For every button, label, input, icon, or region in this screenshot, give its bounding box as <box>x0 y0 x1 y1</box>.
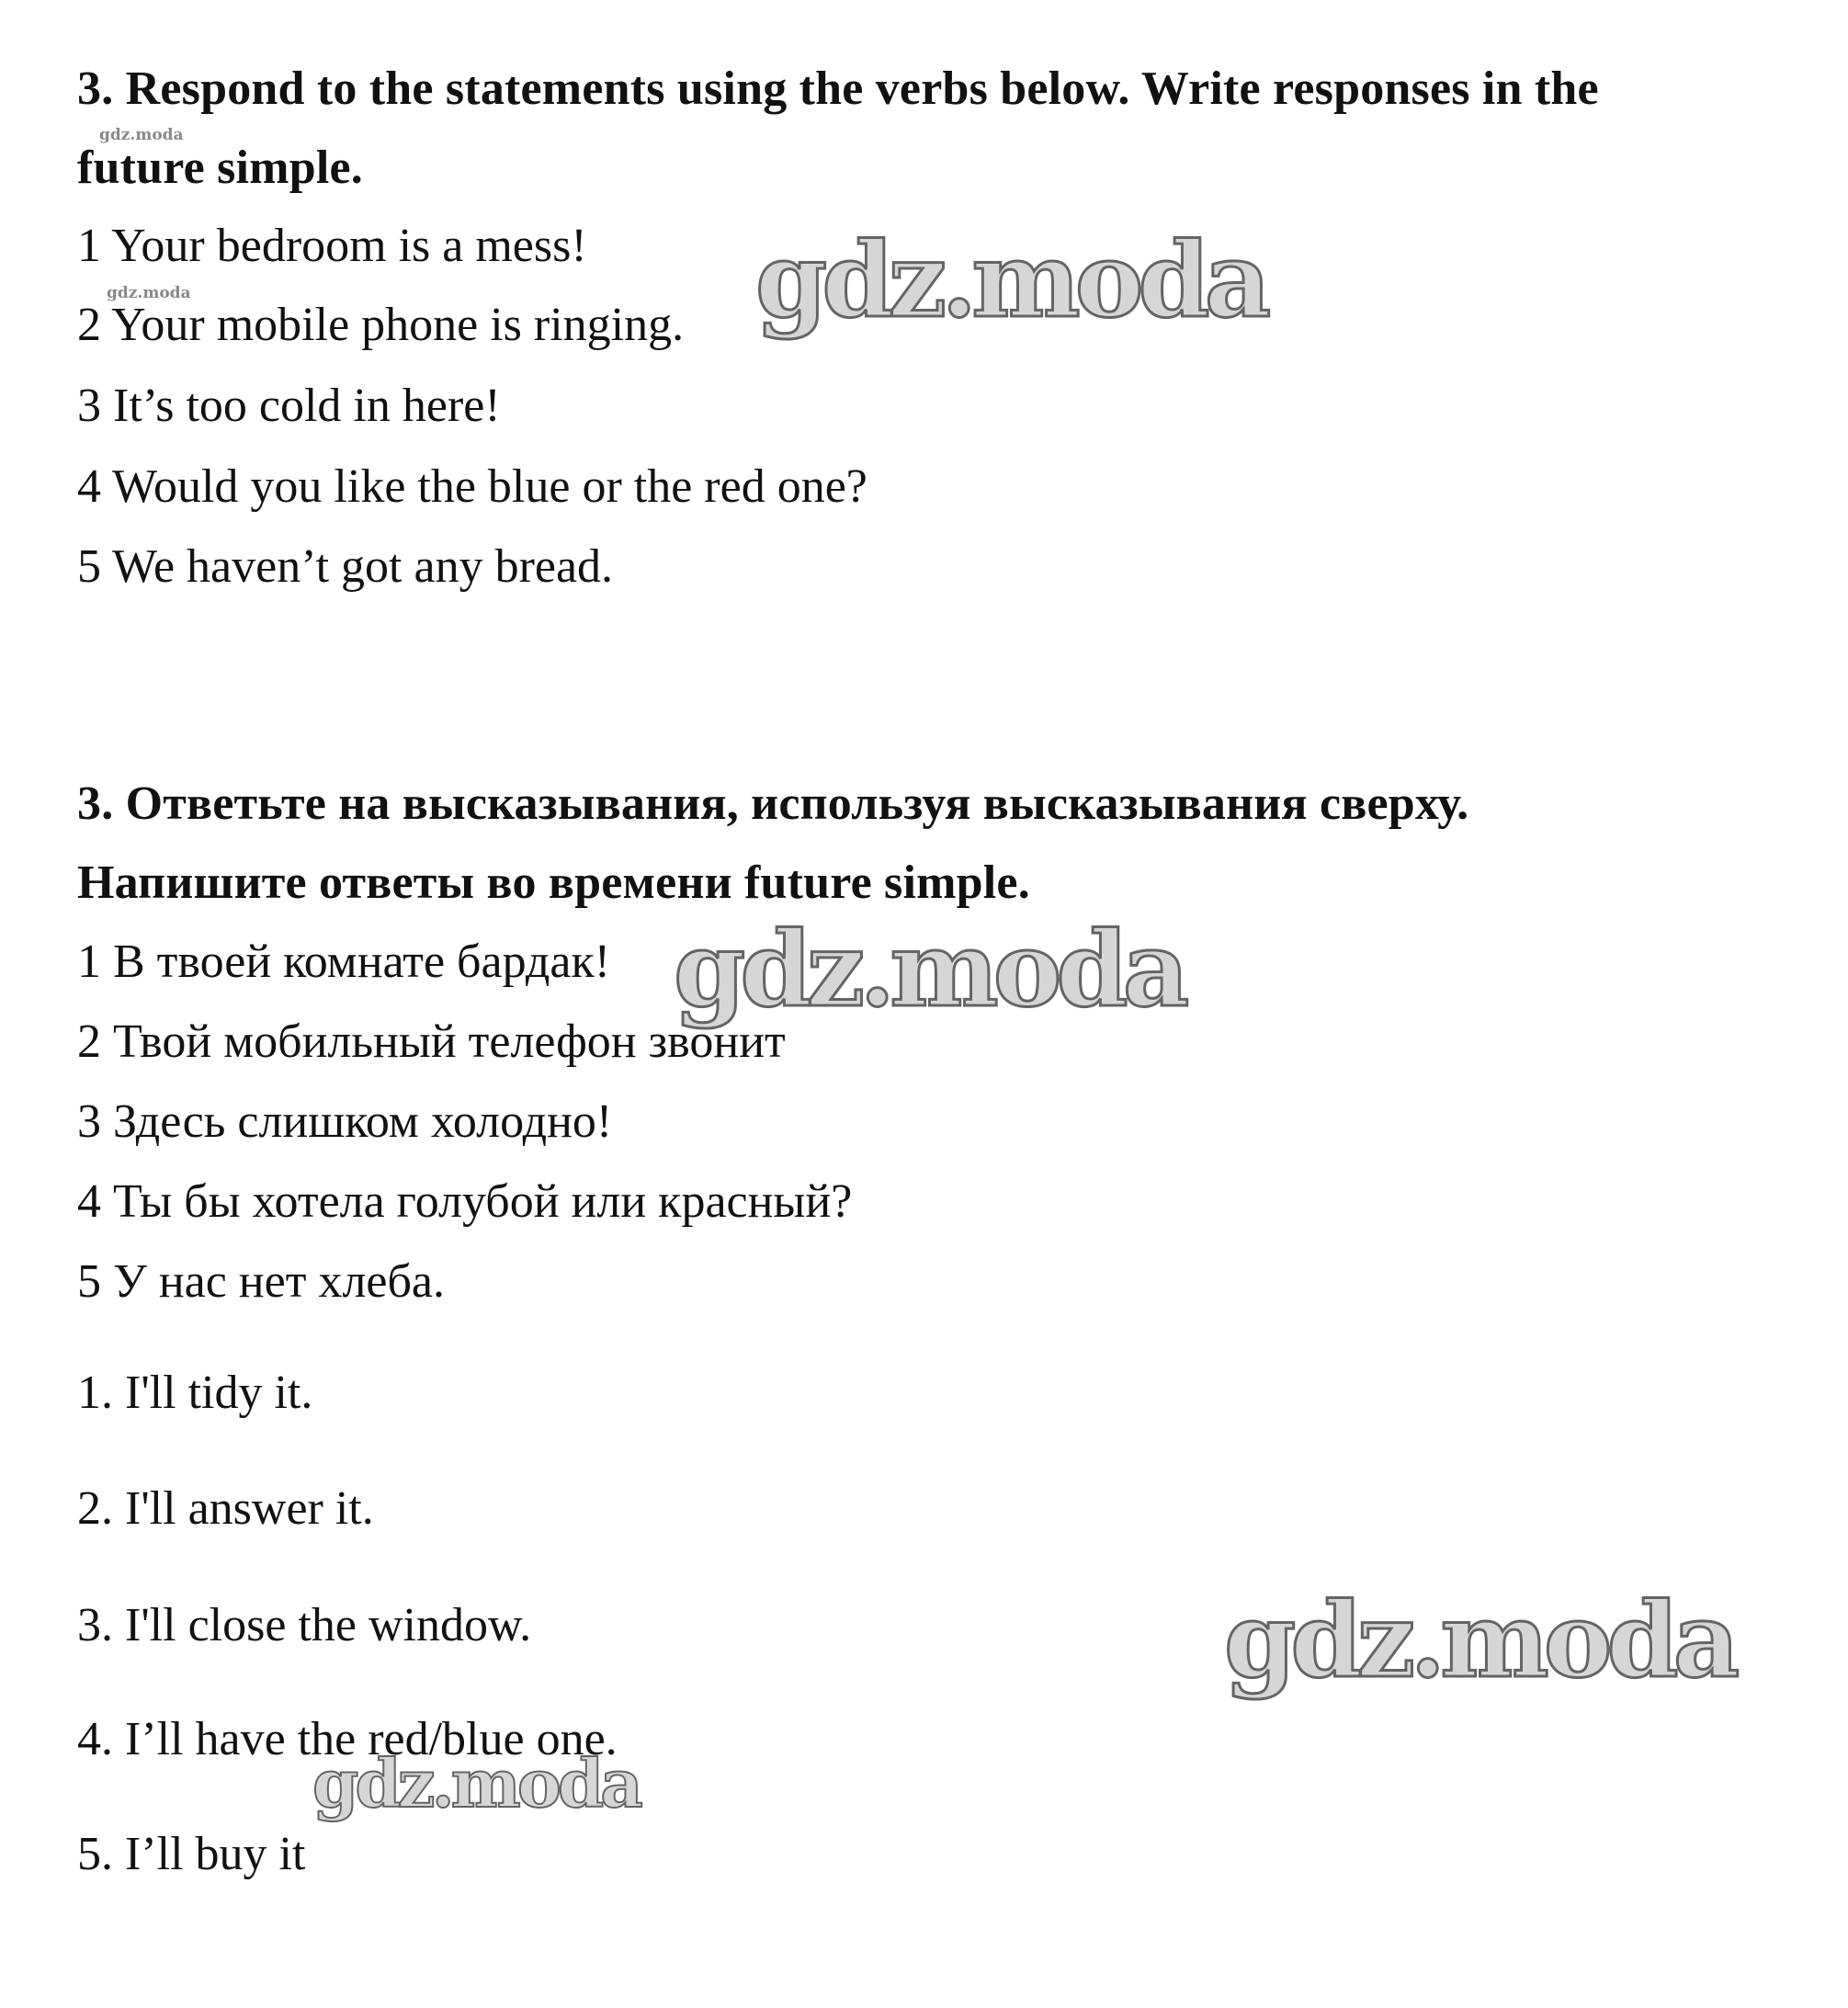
watermark-small: gdz.moda <box>107 284 191 302</box>
watermark-large: gdz.moda <box>1224 1581 1735 1701</box>
task-en-item: 3 It’s too cold in here! <box>77 380 501 432</box>
watermark-large: gdz.moda <box>312 1744 640 1822</box>
answer-item: 2. I'll answer it. <box>77 1482 374 1535</box>
task-ru-heading-line1: 3. Ответьте на высказывания, используя высказывания сверху. <box>77 777 1469 830</box>
answer-item: 4. I’ll have the red/blue one. <box>77 1713 618 1765</box>
task-ru-item: 3 Здесь слишком холодно! <box>77 1095 613 1148</box>
watermark-large: gdz.moda <box>755 221 1266 341</box>
task-ru-item: 4 Ты бы хотела голубой или красный? <box>77 1175 853 1228</box>
answer-item: 3. I'll close the window. <box>77 1599 532 1651</box>
task-ru-item: 2 Твой мобильный телефон звонит <box>77 1015 786 1068</box>
task-en-item: 1 Your bedroom is a mess! <box>77 220 587 272</box>
answer-item: 5. I’ll buy it <box>77 1828 306 1880</box>
task-ru-item: 5 У нас нет хлеба. <box>77 1255 446 1308</box>
watermark-small: gdz.moda <box>99 126 184 144</box>
task-en-item: 2 Your mobile phone is ringing. <box>77 299 685 351</box>
task-en-heading-line1: 3. Respond to the statements using the verbs below. Write responses in the <box>77 62 1599 115</box>
task-en-item: 5 We haven’t got any bread. <box>77 540 614 593</box>
answer-item: 1. I'll tidy it. <box>77 1367 313 1419</box>
task-en-heading-line2: future simple. <box>77 142 363 194</box>
watermark-large: gdz.moda <box>674 910 1185 1030</box>
task-en-item: 4 Would you like the blue or the red one? <box>77 460 867 513</box>
task-ru-heading-line2: Напишите ответы во времени future simple. <box>77 857 1030 909</box>
task-ru-item: 1 В твоей комнате бардак! <box>77 936 611 988</box>
